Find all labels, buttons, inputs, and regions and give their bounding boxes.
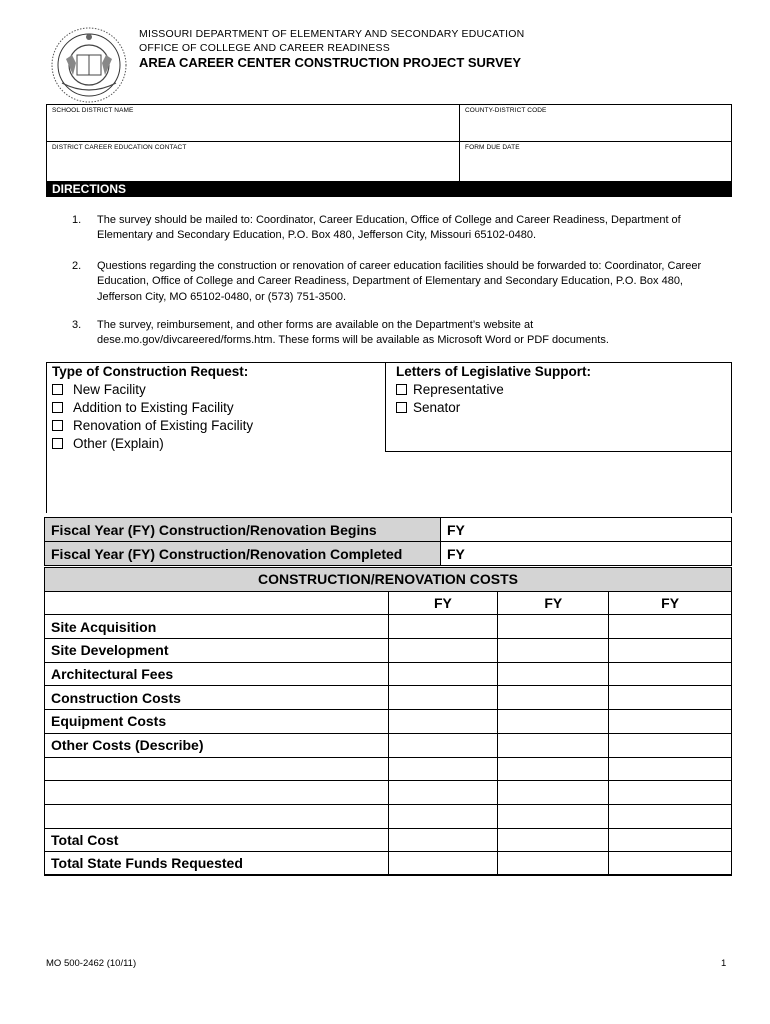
cost-input-cell[interactable] bbox=[609, 828, 732, 852]
cost-input-cell[interactable] bbox=[388, 686, 498, 710]
cost-row-label: Total State Funds Requested bbox=[45, 852, 389, 876]
cost-row-label[interactable] bbox=[45, 804, 389, 828]
cost-input-cell[interactable] bbox=[498, 615, 609, 639]
direction-number: 2. bbox=[72, 260, 82, 272]
option-other-explain[interactable] bbox=[52, 436, 164, 451]
direction-text: The survey should be mailed to: Coordinator, Career Education, Office of College and Career Readiness, Department of Elementary and Secondary Education, P.O. Box 480, Jefferson City, Missouri 65102-0480. bbox=[97, 214, 681, 242]
cost-input-cell[interactable] bbox=[388, 639, 498, 663]
cost-row-blank bbox=[45, 757, 732, 781]
cost-input-cell[interactable] bbox=[388, 828, 498, 852]
fiscal-year-completed-row bbox=[45, 542, 732, 566]
cost-input-cell[interactable] bbox=[609, 852, 732, 876]
cost-input-cell[interactable] bbox=[498, 639, 609, 663]
option-new-facility[interactable] bbox=[52, 382, 146, 397]
form-number: MO 500-2462 (10/11) bbox=[46, 958, 137, 969]
cost-row-label: Other Costs (Describe) bbox=[45, 733, 389, 757]
school-district-name-label: SCHOOL DISTRICT NAME bbox=[52, 107, 134, 114]
cost-input-cell[interactable] bbox=[498, 686, 609, 710]
cost-input-cell[interactable] bbox=[498, 781, 609, 805]
checkbox[interactable] bbox=[396, 384, 407, 395]
fiscal-year-begins-field[interactable]: FY bbox=[441, 518, 732, 542]
direction-number: 1. bbox=[72, 214, 82, 226]
cost-input-cell[interactable] bbox=[498, 710, 609, 734]
fiscal-year-table bbox=[44, 517, 732, 566]
option-label: Representative bbox=[413, 382, 504, 397]
cost-input-cell[interactable] bbox=[609, 757, 732, 781]
year-header-1: FY bbox=[388, 591, 498, 615]
costs-corner-cell bbox=[45, 591, 389, 615]
cost-row-label[interactable] bbox=[45, 757, 389, 781]
cost-input-cell[interactable] bbox=[498, 757, 609, 781]
cost-input-cell[interactable] bbox=[388, 852, 498, 876]
year-header-2: FY bbox=[498, 591, 609, 615]
cost-row-site-acquisition bbox=[45, 615, 732, 639]
checkbox[interactable] bbox=[52, 420, 63, 431]
checkbox[interactable] bbox=[52, 438, 63, 449]
form-title: AREA CAREER CENTER CONSTRUCTION PROJECT SURVEY bbox=[139, 55, 522, 70]
option-label: Senator bbox=[413, 400, 461, 415]
form-due-date-label: FORM DUE DATE bbox=[465, 144, 520, 151]
checkbox[interactable] bbox=[396, 402, 407, 413]
costs-caption: CONSTRUCTION/RENOVATION COSTS bbox=[45, 568, 732, 592]
cost-row-label: Site Development bbox=[45, 639, 389, 663]
cost-input-cell[interactable] bbox=[388, 804, 498, 828]
direction-item-1 bbox=[72, 213, 712, 244]
cost-input-cell[interactable] bbox=[498, 852, 609, 876]
cost-input-cell[interactable] bbox=[498, 662, 609, 686]
fiscal-year-begins-label: Fiscal Year (FY) Construction/Renovation Begins bbox=[45, 518, 441, 542]
cost-row-architectural-fees bbox=[45, 662, 732, 686]
direction-item-2 bbox=[72, 259, 712, 305]
cost-row-construction-costs bbox=[45, 686, 732, 710]
cost-row-total-state-funds bbox=[45, 852, 732, 876]
cost-row-label: Construction Costs bbox=[45, 686, 389, 710]
cost-input-cell[interactable] bbox=[388, 757, 498, 781]
fiscal-year-completed-label: Fiscal Year (FY) Construction/Renovation Completed bbox=[45, 542, 441, 566]
page-number: 1 bbox=[721, 958, 727, 969]
construction-type-heading: Type of Construction Request: bbox=[52, 364, 249, 379]
cost-input-cell[interactable] bbox=[388, 615, 498, 639]
cost-row-label[interactable] bbox=[45, 781, 389, 805]
legislative-support-heading: Letters of Legislative Support: bbox=[396, 364, 592, 379]
cost-input-cell[interactable] bbox=[609, 804, 732, 828]
cost-input-cell[interactable] bbox=[388, 733, 498, 757]
option-senator[interactable] bbox=[396, 400, 460, 415]
option-addition-existing-facility[interactable] bbox=[52, 400, 234, 415]
costs-year-header-row bbox=[45, 591, 732, 615]
construction-costs-table bbox=[44, 567, 732, 876]
cost-input-cell[interactable] bbox=[609, 662, 732, 686]
cost-row-equipment-costs bbox=[45, 710, 732, 734]
county-district-code-label: COUNTY-DISTRICT CODE bbox=[465, 107, 547, 114]
cost-row-label: Site Acquisition bbox=[45, 615, 389, 639]
option-label: New Facility bbox=[73, 382, 146, 397]
cost-row-label: Total Cost bbox=[45, 828, 389, 852]
direction-item-3 bbox=[72, 318, 712, 349]
checkbox[interactable] bbox=[52, 402, 63, 413]
option-label: Other (Explain) bbox=[73, 436, 164, 451]
cost-row-label: Architectural Fees bbox=[45, 662, 389, 686]
direction-text: The survey, reimbursement, and other forms are available on the Department’s website at dese.mo.gov/divcareered/forms.htm. These forms will be available as Microsoft Word or PDF documents. bbox=[97, 319, 609, 347]
direction-text: Questions regarding the construction or renovation of career education facilities should be forwarded to: Coordinator, Career Education, Office of College and Career Readiness, Department of Elementary and Secondary Education, P.O. Box 480, Jefferson City, MO 65102-0480, or (573) 751-3500. bbox=[97, 260, 702, 303]
cost-row-label: Equipment Costs bbox=[45, 710, 389, 734]
direction-number: 3. bbox=[72, 319, 82, 331]
option-representative[interactable] bbox=[396, 382, 504, 397]
missouri-state-seal-icon bbox=[50, 25, 128, 105]
cost-input-cell[interactable] bbox=[498, 733, 609, 757]
cost-input-cell[interactable] bbox=[609, 615, 732, 639]
option-label: Renovation of Existing Facility bbox=[73, 418, 254, 433]
directions-heading: DIRECTIONS bbox=[46, 181, 732, 197]
district-contact-label: DISTRICT CAREER EDUCATION CONTACT bbox=[52, 144, 187, 151]
department-name: MISSOURI DEPARTMENT OF ELEMENTARY AND SECONDARY EDUCATION bbox=[139, 28, 525, 40]
cost-row-blank bbox=[45, 804, 732, 828]
cost-input-cell[interactable] bbox=[609, 733, 732, 757]
year-header-3: FY bbox=[609, 591, 732, 615]
fiscal-year-completed-field[interactable]: FY bbox=[441, 542, 732, 566]
fiscal-year-begins-row bbox=[45, 518, 732, 542]
cost-input-cell[interactable] bbox=[609, 781, 732, 805]
cost-row-other-costs bbox=[45, 733, 732, 757]
cost-input-cell[interactable] bbox=[388, 781, 498, 805]
option-label: Addition to Existing Facility bbox=[73, 400, 234, 415]
cost-input-cell[interactable] bbox=[609, 710, 732, 734]
cost-input-cell[interactable] bbox=[498, 804, 609, 828]
cost-input-cell[interactable] bbox=[498, 828, 609, 852]
cost-row-blank bbox=[45, 781, 732, 805]
cost-input-cell[interactable] bbox=[388, 662, 498, 686]
checkbox[interactable] bbox=[52, 384, 63, 395]
cost-input-cell[interactable] bbox=[609, 639, 732, 663]
cost-row-site-development bbox=[45, 639, 732, 663]
costs-caption-row bbox=[45, 568, 732, 592]
cost-input-cell[interactable] bbox=[388, 710, 498, 734]
option-renovation-existing-facility[interactable] bbox=[52, 418, 253, 433]
cost-row-total-cost bbox=[45, 828, 732, 852]
office-name: OFFICE OF COLLEGE AND CAREER READINESS bbox=[139, 42, 390, 54]
cost-input-cell[interactable] bbox=[609, 686, 732, 710]
